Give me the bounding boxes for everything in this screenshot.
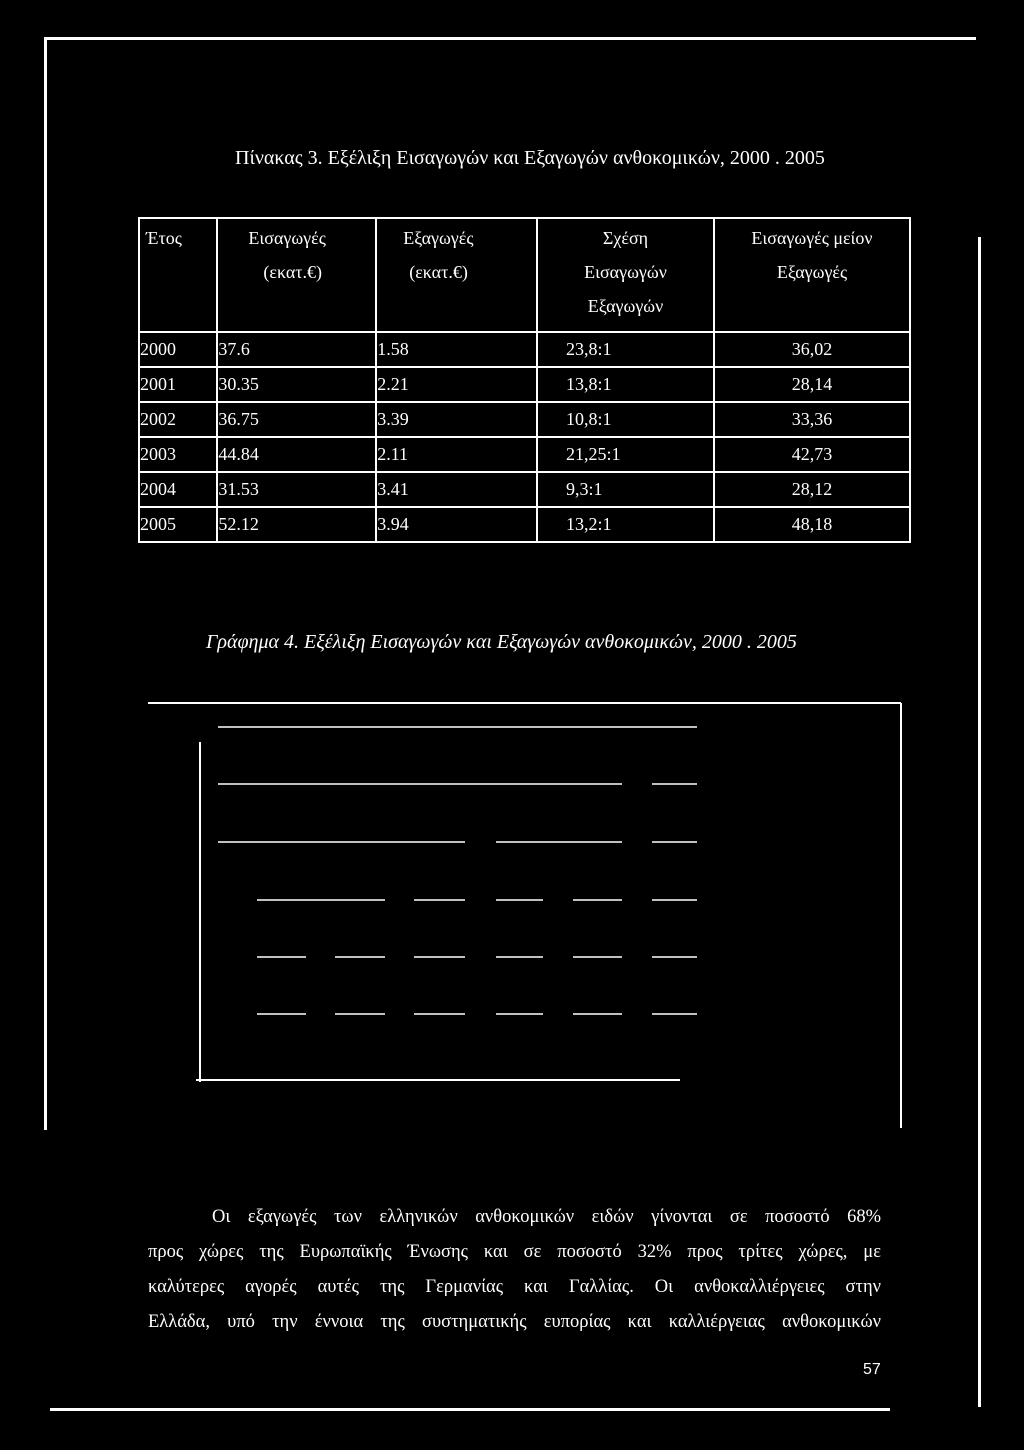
cell-imports: 31.53 [217, 472, 376, 507]
cell-imports: 37.6 [217, 332, 376, 367]
cell-exports: 2.11 [376, 437, 537, 472]
header-imports: Εισαγωγές (εκατ.€) [217, 218, 376, 332]
cell-year: 2005 [139, 507, 217, 542]
cell-ratio: 23,8:1 [537, 332, 714, 367]
cell-imports: 36.75 [217, 402, 376, 437]
header-difference: Εισαγωγές μείον Εξαγωγές [714, 218, 910, 332]
cell-imports: 44.84 [217, 437, 376, 472]
cell-ratio: 21,25:1 [537, 437, 714, 472]
cell-exports: 3.39 [376, 402, 537, 437]
header-exports: Εξαγωγές (εκατ.€) [376, 218, 537, 332]
table-title: Πίνακας 3. Εξέλιξη Εισαγωγών και Εξαγωγών ανθοκομικών, 2000 . 2005 [235, 147, 825, 169]
body-paragraph [148, 1200, 881, 1340]
cell-imports: 52.12 [217, 507, 376, 542]
paragraph-line: Οι εξαγωγές των ελληνικών ανθοκομικών ειδών γίνονται σε ποσοστό 68% [212, 1207, 881, 1227]
cell-year: 2004 [139, 472, 217, 507]
cell-imports: 30.35 [217, 367, 376, 402]
cell-ratio: 9,3:1 [537, 472, 714, 507]
cell-difference: 28,12 [714, 472, 910, 507]
chart-title: Γράφημα 4. Εξέλιξη Εισαγωγών και Εξαγωγών ανθοκομικών, 2000 . 2005 [206, 631, 797, 653]
paragraph-line: καλύτερες αγορές αυτές της Γερμανίας και Γαλλίας. Οι ανθοκαλλιέργειες στην [148, 1277, 881, 1297]
cell-year: 2002 [139, 402, 217, 437]
cell-difference: 36,02 [714, 332, 910, 367]
cell-year: 2001 [139, 367, 217, 402]
cell-exports: 2.21 [376, 367, 537, 402]
paragraph-line: προς χώρες της Ευρωπαϊκής Ένωσης και σε ποσοστό 32% προς τρίτες χώρες, με [148, 1242, 881, 1262]
cell-exports: 3.94 [376, 507, 537, 542]
cell-ratio: 10,8:1 [537, 402, 714, 437]
cell-difference: 33,36 [714, 402, 910, 437]
page-number: 57 [863, 1361, 881, 1378]
paragraph-line: Ελλάδα, υπό την έννοια της συστηματικής ευπορίας και καλλιέργειας ανθοκομικών [148, 1312, 881, 1332]
cell-difference: 48,18 [714, 507, 910, 542]
header-year: Έτος [139, 218, 217, 332]
cell-exports: 3.41 [376, 472, 537, 507]
cell-ratio: 13,8:1 [537, 367, 714, 402]
cell-difference: 28,14 [714, 367, 910, 402]
cell-ratio: 13,2:1 [537, 507, 714, 542]
cell-year: 2003 [139, 437, 217, 472]
cell-difference: 42,73 [714, 437, 910, 472]
header-ratio: Σχέση Εισαγωγών Εξαγωγών [537, 218, 714, 332]
cell-year: 2000 [139, 332, 217, 367]
cell-exports: 1.58 [376, 332, 537, 367]
